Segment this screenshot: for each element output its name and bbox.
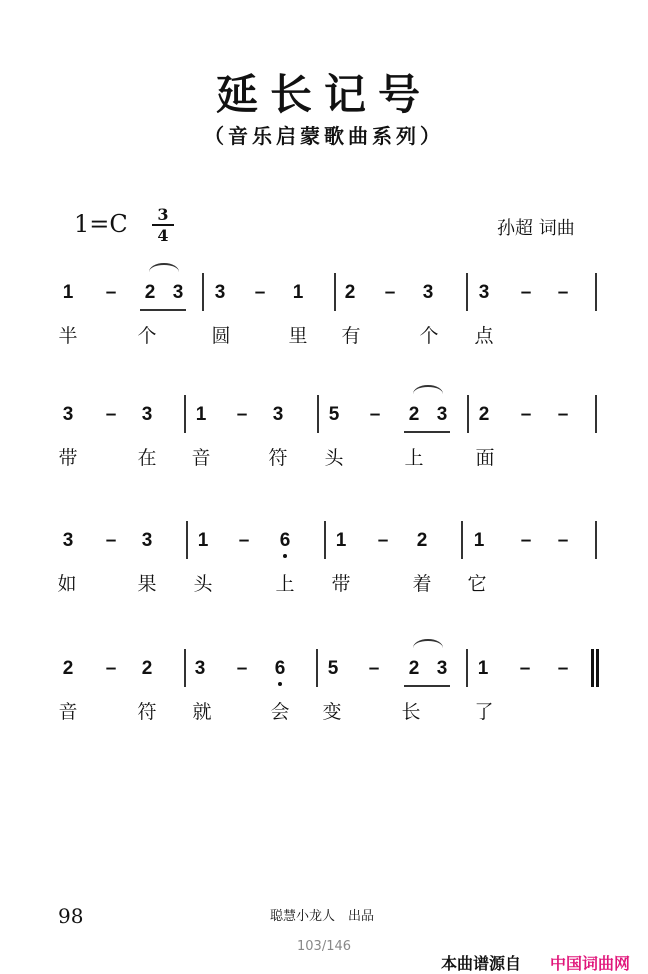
key-signature: 1=C xyxy=(74,210,128,238)
barline xyxy=(186,521,188,559)
note: 3 xyxy=(436,404,448,425)
note: 2 xyxy=(144,282,156,303)
lyric: 如 xyxy=(57,573,77,595)
note: 3 xyxy=(478,282,490,303)
dash: – xyxy=(238,530,250,551)
lyric: 符 xyxy=(137,701,157,723)
fermata-slur xyxy=(413,385,443,403)
dash: – xyxy=(520,530,532,551)
dash: – xyxy=(105,530,117,551)
note: 2 xyxy=(344,282,356,303)
lyric: 就 xyxy=(192,701,212,723)
barline xyxy=(202,273,204,311)
note: 1 xyxy=(195,404,207,425)
barline xyxy=(324,521,326,559)
final-barline xyxy=(591,649,599,687)
lyric: 面 xyxy=(475,447,495,469)
barline xyxy=(461,521,463,559)
barline xyxy=(595,521,597,559)
source-label: 本曲谱源自 xyxy=(441,954,522,973)
dash: – xyxy=(520,282,532,303)
eighth-underline xyxy=(140,309,186,311)
dash: – xyxy=(236,404,248,425)
note: 2 xyxy=(478,404,490,425)
time-signature: 3 4 xyxy=(152,206,174,244)
note: 3 xyxy=(436,658,448,679)
note: 2 xyxy=(141,658,153,679)
dash: – xyxy=(105,404,117,425)
lyric: 了 xyxy=(474,701,494,723)
note: 3 xyxy=(62,404,74,425)
note: 3 xyxy=(62,530,74,551)
eighth-underline xyxy=(404,431,450,433)
note: 1 xyxy=(335,530,347,551)
dash: – xyxy=(557,404,569,425)
lyric: 头 xyxy=(324,447,344,469)
dash: – xyxy=(384,282,396,303)
barline xyxy=(334,273,336,311)
note: 2 xyxy=(408,404,420,425)
dash: – xyxy=(377,530,389,551)
lyric: 带 xyxy=(58,447,78,469)
dash: – xyxy=(236,658,248,679)
barline xyxy=(595,273,597,311)
dash: – xyxy=(105,282,117,303)
lyric: 有 xyxy=(341,325,361,347)
eighth-underline xyxy=(404,685,450,687)
note: 2 xyxy=(62,658,74,679)
lyric: 点 xyxy=(474,325,494,347)
note: 3 xyxy=(272,404,284,425)
fermata-slur xyxy=(413,639,443,657)
note: 1 xyxy=(473,530,485,551)
lyric: 音 xyxy=(58,701,78,723)
dash: – xyxy=(557,658,569,679)
barline xyxy=(466,649,468,687)
note: 3 xyxy=(141,404,153,425)
lyric: 里 xyxy=(288,325,308,347)
note: 3 xyxy=(194,658,206,679)
note: 3 xyxy=(422,282,434,303)
lyric: 在 xyxy=(137,447,157,469)
note: 3 xyxy=(172,282,184,303)
note: 1 xyxy=(62,282,74,303)
score-row-2 xyxy=(0,403,648,513)
dash: – xyxy=(520,404,532,425)
lyric: 长 xyxy=(401,701,421,723)
note: 2 xyxy=(408,658,420,679)
barline xyxy=(466,273,468,311)
publisher-credit: 聪慧小龙人 出品 xyxy=(270,909,375,924)
barline xyxy=(316,649,318,687)
barline xyxy=(184,395,186,433)
lyric: 上 xyxy=(404,447,424,469)
dash: – xyxy=(105,658,117,679)
lyric: 会 xyxy=(270,701,290,723)
lyric: 着 xyxy=(412,573,432,595)
lyric: 上 xyxy=(275,573,295,595)
note: 1 xyxy=(292,282,304,303)
score-row-1 xyxy=(0,281,648,391)
source-site-link[interactable]: 中国词曲网 xyxy=(550,954,631,973)
lyric: 果 xyxy=(137,573,157,595)
lyric: 变 xyxy=(322,701,342,723)
dash: – xyxy=(369,404,381,425)
dash: – xyxy=(368,658,380,679)
dash: – xyxy=(557,530,569,551)
note-low-octave: 6 xyxy=(270,657,290,681)
note: 2 xyxy=(416,530,428,551)
score-row-4 xyxy=(0,657,648,767)
barline xyxy=(184,649,186,687)
lyric: 它 xyxy=(467,573,487,595)
composer-credit: 孙超 词曲 xyxy=(497,218,575,239)
lyric: 音 xyxy=(191,447,211,469)
note: 3 xyxy=(141,530,153,551)
note: 5 xyxy=(327,658,339,679)
note: 3 xyxy=(214,282,226,303)
page-number: 98 xyxy=(58,904,84,928)
note: 1 xyxy=(197,530,209,551)
lyric: 符 xyxy=(268,447,288,469)
note-low-octave: 6 xyxy=(275,529,295,553)
barline xyxy=(595,395,597,433)
fermata-slur xyxy=(149,263,179,281)
dash: – xyxy=(557,282,569,303)
dash: – xyxy=(519,658,531,679)
lyric: 圆 xyxy=(211,325,231,347)
lyric: 半 xyxy=(58,325,78,347)
page-counter: 103/146 xyxy=(297,939,352,954)
song-subtitle: （音乐启蒙歌曲系列） xyxy=(204,124,444,148)
score-row-3 xyxy=(0,529,648,639)
note: 5 xyxy=(328,404,340,425)
barline xyxy=(467,395,469,433)
lyric: 个 xyxy=(137,325,157,347)
note: 1 xyxy=(477,658,489,679)
lyric: 带 xyxy=(331,573,351,595)
barline xyxy=(317,395,319,433)
lyric: 头 xyxy=(193,573,213,595)
song-title: 延长记号 xyxy=(215,70,432,119)
lyric: 个 xyxy=(419,325,439,347)
dash: – xyxy=(254,282,266,303)
